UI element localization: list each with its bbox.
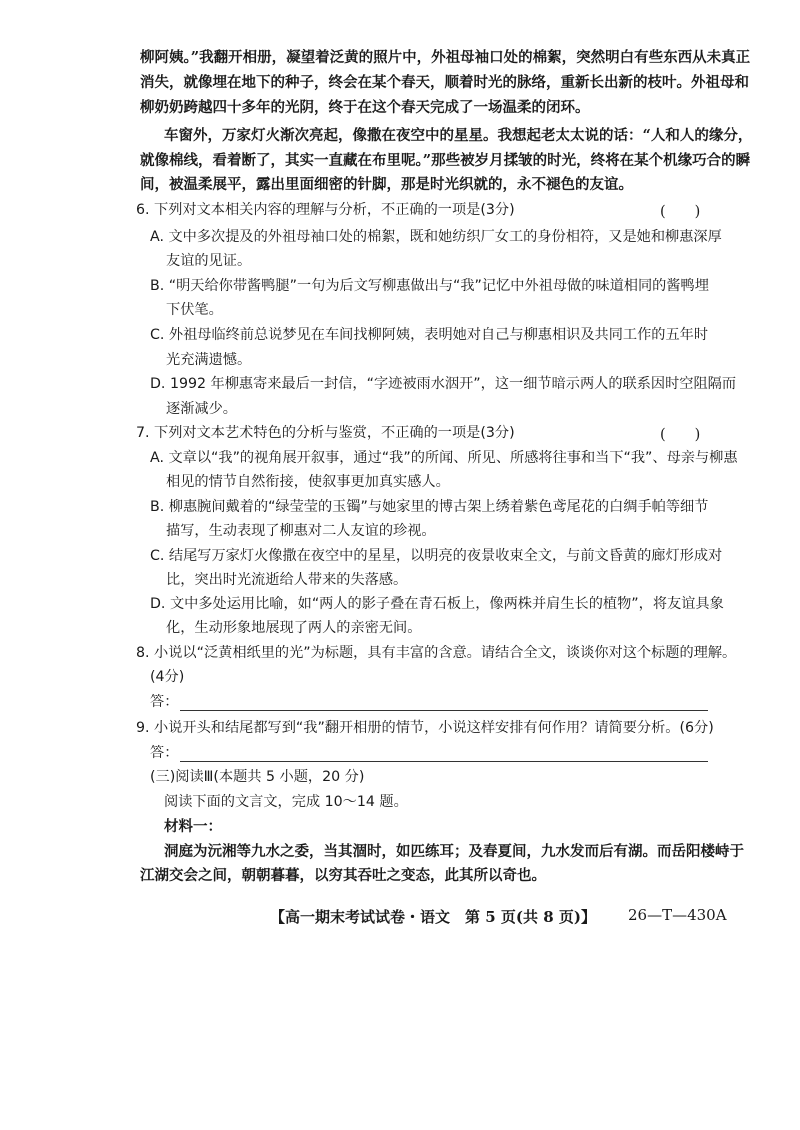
question-6-option: C. 外祖母临终前总说梦见在车间找柳阿姨，表明她对自己与柳惠相识及共同工作的五年时 <box>150 327 709 343</box>
question-6-option: 下伏笔。 <box>166 302 223 318</box>
question-6-option: 逐渐减少。 <box>166 401 237 417</box>
passage-line: 车窗外，万家灯火渐次亮起，像撒在夜空中的星星。我想起老太太说的话：“人和人的缘分， <box>164 127 753 144</box>
footer-code: 26—T—430A <box>628 906 727 924</box>
question-7-stem: 7. 下列对文本艺术特色的分析与鉴赏，不正确的一项是(3分) <box>136 425 515 441</box>
question-7-option: B. 柳惠腕间戴着的“绿莹莹的玉镯”与她家里的博古架上绣着紫色鸢尾花的白绸手帕等细节 <box>150 499 709 515</box>
classical-text-line: 江湖交会之间，朝朝暮暮，以穷其吞吐之变态，此其所以奇也。 <box>140 867 546 884</box>
question-8-answer-line[interactable] <box>180 710 708 711</box>
question-6-stem: 6. 下列对文本相关内容的理解与分析，不正确的一项是(3分) <box>136 202 515 218</box>
question-8-answer-label: 答： <box>150 694 179 710</box>
question-7-option: 相见的情节自然衔接，使叙事更加真实感人。 <box>166 474 450 490</box>
question-9-answer-label: 答： <box>150 745 179 761</box>
question-7-option: C. 结尾写万家灯火像撒在夜空中的星星，以明亮的夜景收束全文，与前文昏黄的廊灯形成对 <box>150 548 723 564</box>
passage-line: 消失，就像埋在地下的种子，终会在某个春天，顺着时光的脉络，重新长出新的枝叶。外祖母和 <box>140 74 749 91</box>
question-7-answer-paren: ( ) <box>660 427 701 443</box>
question-7-option: A. 文章以“我”的视角展开叙事，通过“我”的所闻、所见、所感将往事和当下“我”、母亲与柳惠 <box>150 450 738 466</box>
question-7-option: 化，生动形象地展现了两人的亲密无间。 <box>166 620 422 636</box>
question-6-option: A. 文中多次提及的外祖母袖口处的棉絮，既和她纺织厂女工的身份相符，又是她和柳惠深厚 <box>150 229 722 245</box>
footer-title: 【高一期末考试试卷・语文 第 5 页(共 8 页)】 <box>270 908 596 926</box>
section-3-title: (三)阅读Ⅲ(本题共 5 小题，20 分) <box>150 769 365 785</box>
question-7-option: 比，突出时光流逝给人带来的失落感。 <box>166 572 408 588</box>
question-9-answer-line[interactable] <box>180 761 708 762</box>
section-3-intro: 阅读下面的文言文，完成 10～14 题。 <box>164 794 408 810</box>
passage-line: 间，被温柔展平，露出里面细密的针脚，那是时光织就的，永不褪色的友谊。 <box>140 176 633 193</box>
question-8-stem: 8. 小说以“泛黄相纸里的光”为标题，具有丰富的含意。请结合全文，谈谈你对这个标题的理解。 <box>136 645 737 661</box>
passage-line: 就像棉线，看着断了，其实一直藏在布里呢。”那些被岁月揉皱的时光，终将在某个机缘巧合的瞬 <box>140 152 751 169</box>
passage-line: 柳奶奶跨越四十多年的光阴，终于在这个春天完成了一场温柔的闭环。 <box>140 99 590 116</box>
classical-text-line: 洞庭为沅湘等九水之委，当其涸时，如匹练耳；及春夏间，九水发而后有湖。而岳阳楼峙于 <box>164 843 744 860</box>
question-7-option: 描写，生动表现了柳惠对二人友谊的珍视。 <box>166 523 436 539</box>
question-7-option: D. 文中多处运用比喻，如“两人的影子叠在青石板上，像两株并肩生长的植物”，将友谊具象 <box>150 596 724 612</box>
question-9-stem: 9. 小说开头和结尾都写到“我”翻开相册的情节，小说这样安排有何作用？请简要分析。(6分) <box>136 720 714 736</box>
question-6-option: 友谊的见证。 <box>166 253 252 269</box>
question-6-option: D. 1992 年柳惠寄来最后一封信，“字迹被雨水洇开”，这一细节暗示两人的联系因时空阻隔而 <box>150 376 737 392</box>
question-8-score: (4分) <box>150 669 185 685</box>
question-6-option: B. “明天给你带酱鸭腿”一句为后文写柳惠做出与“我”记忆中外祖母做的味道相同的酱鸭埋 <box>150 278 709 294</box>
material-1-label: 材料一： <box>164 818 222 835</box>
passage-line: 柳阿姨。”我翻开相册，凝望着泛黄的照片中，外祖母袖口处的棉絮，突然明白有些东西从未真正 <box>140 49 751 66</box>
question-6-option: 光充满遗憾。 <box>166 352 252 368</box>
question-6-answer-paren: ( ) <box>660 204 701 220</box>
